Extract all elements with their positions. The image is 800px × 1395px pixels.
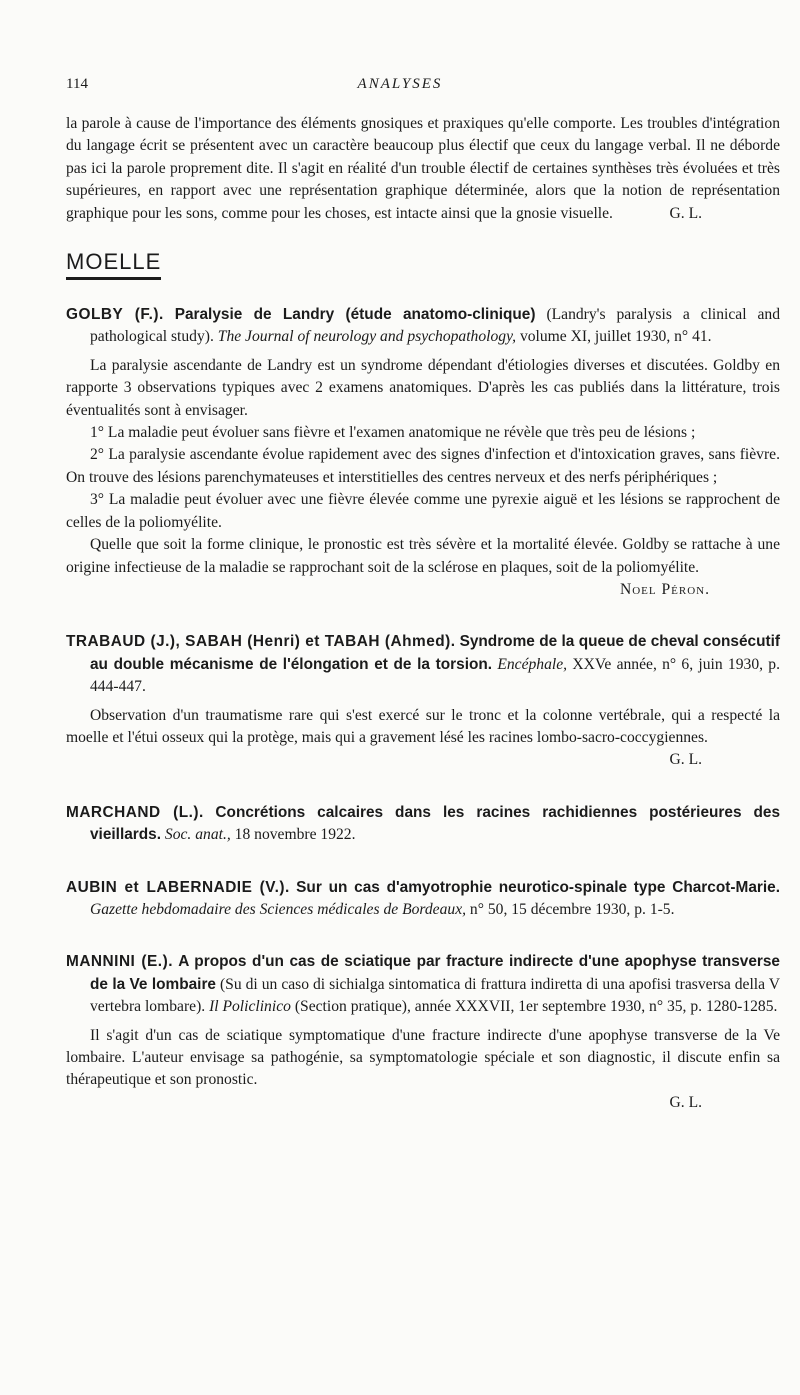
entry-signature: G. L. — [669, 751, 702, 769]
entry-paragraph: 3° La maladie peut évoluer avec une fièvre élevée comme une pyrexie aiguë et les lésions se rapprochent de celles de la poliomyélite. — [66, 491, 780, 531]
running-title: ANALYSES — [357, 76, 443, 92]
entry-author: TRABAUD (J.), SABAH (Henri) et TABAH (Ahmed). — [66, 633, 456, 651]
entry-title: Syndrome de la queue de cheval consécutif au double mécanisme de l'élongation et de la torsion. — [90, 633, 780, 673]
entry-ref-tail: (Section pratique), année XXXVII, 1er septembre 1930, n° 35, p. 1280-1285. — [294, 998, 778, 1016]
entry-paragraph: La paralysie ascendante de Landry est un syndrome dépendant d'étiologies diverses et discutées. Goldby en rapporte 3 observations typiques avec 2 examens anatomiques. D'après les cas publiés dans la littérature, trois éventualités sont à envisager. — [66, 356, 780, 419]
entry-paragraph: Quelle que soit la forme clinique, le pronostic est très sévère et la mortalité élevée. Goldby se rattache à une origine infectieuse de la maladie se rapprochant soit de la sclérose en plaques, soit de la poliomyélite. Noel Péron. — [66, 534, 780, 579]
entry-heading — [66, 304, 780, 349]
abstract-entry — [66, 631, 780, 771]
page-content — [66, 113, 780, 1114]
abstract-entry — [66, 951, 780, 1114]
entry-title: Concrétions calcaires dans les racines rachidiennes postérieures des vieillards. — [90, 803, 781, 844]
entry-journal: Encéphale, — [497, 655, 568, 673]
entry-signature: G. L. — [669, 1093, 702, 1111]
page-header — [66, 76, 734, 96]
entry-title: A propos d'un cas de sciatique par fracture indirecte d'une apophyse transverse de la Ve lombaire — [90, 953, 780, 993]
entry-heading — [66, 877, 780, 922]
entry-ref-tail: volume XI, juillet 1930, n° 41. — [519, 328, 712, 346]
entry-journal: The Journal of neurology and psychopathology, — [217, 328, 517, 346]
entry-ref-tail: n° 50, 15 décembre 1930, p. 1-5. — [469, 900, 675, 918]
entry-ref-tail: XXVe année, n° 6, juin 1930, p. 444-447. — [90, 655, 780, 696]
entry-author: MANNINI (E.). — [66, 953, 173, 971]
entry-journal: Il Policlinico — [209, 998, 291, 1016]
entry-heading — [66, 631, 780, 698]
entry-ref-tail: 18 novembre 1922. — [234, 826, 356, 844]
entry-paragraph: 1° La maladie peut évoluer sans fièvre et l'examen anatomique ne révèle que très peu de lésions ; — [90, 424, 696, 442]
entry-author: AUBIN et LABERNADIE (V.). — [66, 878, 290, 896]
abstract-entry — [66, 802, 780, 847]
entry-heading — [66, 802, 780, 847]
entry-ref-plain: (Su di un caso di sichialga sintomatica di frattura indiretta di una apofisi trasversa della V vertebra lombare). — [90, 975, 780, 1016]
entry-journal: Soc. anat., — [164, 826, 231, 844]
entry-paragraph: Il s'agit d'un cas de sciatique symptomatique d'une fracture indirecte d'une apophyse transverse de la Ve lombaire. L'auteur envisage sa pathogénie, sa symptomatologie spéciale et son diagnostic, il discute enfin sa thérapeutique et son pronostic. — [66, 1026, 780, 1089]
entry-paragraph: 2° La paralysie ascendante évolue rapidement avec des signes d'infection et d'intoxication graves, sans fièvre. On trouve des lésions parenchymateuses et interstitielles des centres nerveux et des nerfs périphériques ; — [66, 446, 780, 486]
entry-paragraph: Observation d'un traumatisme rare qui s'est exercé sur le tronc et la colonne vertébrale, qui a respecté la moelle et l'étui osseux qui la protège, mais qui a gravement lésé les racines lombo-sacro-coccygiennes. G. L. — [66, 705, 780, 750]
abstract-entry — [66, 877, 780, 922]
entry-signature-line — [66, 1092, 780, 1114]
entry-journal: Gazette hebdomadaire des Sciences médicales de Bordeaux, — [90, 900, 467, 918]
entry-author: GOLBY (F.). — [66, 306, 164, 324]
entry-title: Paralysie de Landry (étude anatomo-clinique) — [174, 306, 536, 324]
page-number: 114 — [66, 76, 88, 92]
entry-title: Sur un cas d'amyotrophie neurotico-spinale type Charcot-Marie. — [296, 878, 780, 896]
entry-author: MARCHAND (L.). — [66, 803, 204, 821]
intro-paragraph: la parole à cause de l'importance des éléments gnosiques et praxiques qu'elle comporte. Les troubles d'intégration du langage écrit se présentent avec un caractère beaucoup plus électif que ceux du langage verbal. Il ne déborde pas ici la parole proprement dite. Il s'agit en réalité d'un trouble électif de certaines synthèses très évoluées et très supérieures, en rapport avec une représentation graphique déterminée, alors que la notion de représentation graphique pour les sons, comme pour les choses, est intacte ainsi que la gnosie visuelle. G. L. — [66, 113, 780, 225]
entry-ref-plain: (Landry's paralysis a clinical and pathological study). — [90, 306, 781, 346]
entry-heading — [66, 951, 780, 1018]
intro-signature: G. L. — [669, 204, 702, 222]
abstract-entry — [66, 304, 780, 601]
section-title: MOELLE — [66, 249, 161, 280]
entry-signature: Noel Péron. — [619, 580, 710, 598]
